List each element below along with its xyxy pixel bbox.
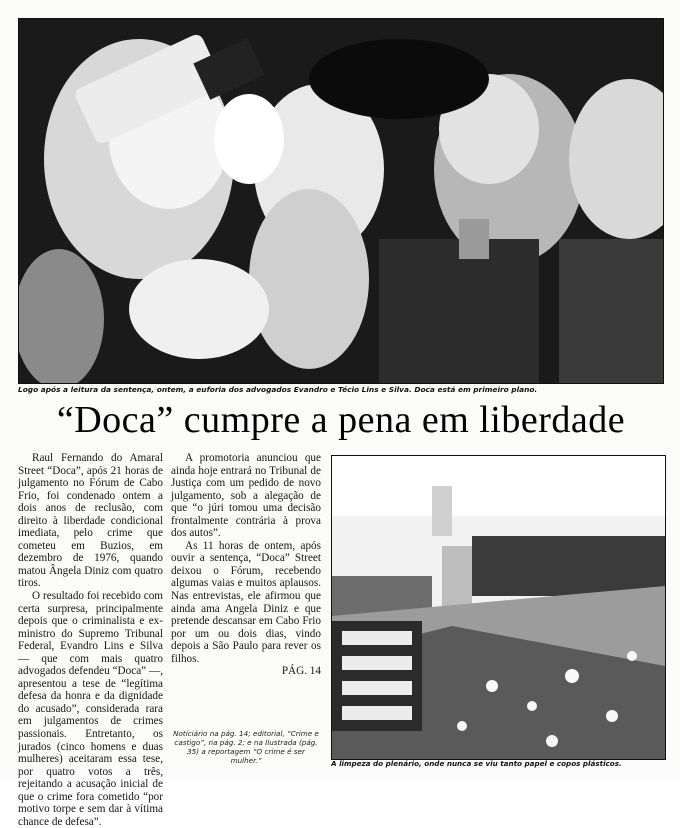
crowd-photo-illustration — [19, 19, 663, 383]
cross-reference-notes: Noticiário na pág. 14; editorial, “Crime e castigo”, na pág. 2; e na Ilustrada (pág. 35) a reportagem “O crime é ser mulher.” — [173, 729, 319, 765]
article-column-2 — [171, 452, 321, 678]
courtroom-photo-illustration — [332, 456, 665, 759]
top-photo-caption: Logo após a leitura da sentença, ontem, a euforia dos advogados Evandro e Técio Lins e Silva. Doca está em primeiro plano. — [18, 385, 538, 394]
paragraph-4: As 11 horas de ontem, após ouvir a sentença, “Doca” Street deixou o Fórum, recebendo algumas vaias e muitos aplausos. Nas entrevistas, ele afirmou que ainda ama Angela Diniz e que pretende descansar em Cabo Frio por um ou dois dias, vindo depois a São Paulo para rever os filhos. — [171, 539, 321, 665]
top-photo — [18, 18, 664, 384]
headline: “Doca” cumpre a pena em liberdade — [56, 399, 626, 441]
bottom-photo-caption: A limpeza do plenário, onde nunca se viu tanto papel e copos plásticos. — [331, 759, 622, 768]
paragraph-1: Raul Fernando do Amaral Street “Doca”, após 21 horas de julgamento no Fórum de Cabo Frio, foi condenado ontem a dois anos de reclusão, com direito à liberdade condicional imediata, pelo crime que cometeu em Buzios, em dezembro de 1976, quando matou Ângela Diniz com quatro tiros. — [18, 452, 163, 590]
paragraph-2: O resultado foi recebido com certa surpresa, principalmente depois que o criminalista e ex-ministro do Supremo Tribunal Federal, Evandro Lins e Silva — que com mais quatro advogados defendeu “Doca” —, apresentou a tese de “legítima defesa da honra e da dignidade do acusado”, considerada rara em julgamentos de crimes passionais. Entretanto, os jurados (cinco homens e duas mulheres) aceitaram essa tese, por quatro votos a três, rejeitando a acusação inicial de que o crime fora cometido “por motivo torpe e sem dar à vítima chance de defesa”. — [18, 590, 163, 828]
paragraph-3: A promotoria anunciou que ainda hoje entrará no Tribunal de Justiça com um pedido de novo julgamento, sob a alegação de que “o júri tomou uma decisão frontalmente contrária à prova dos autos”. — [171, 452, 321, 540]
article-column-1 — [18, 452, 163, 828]
page-reference: PÁG. 14 — [281, 665, 321, 678]
bottom-photo — [331, 455, 666, 760]
